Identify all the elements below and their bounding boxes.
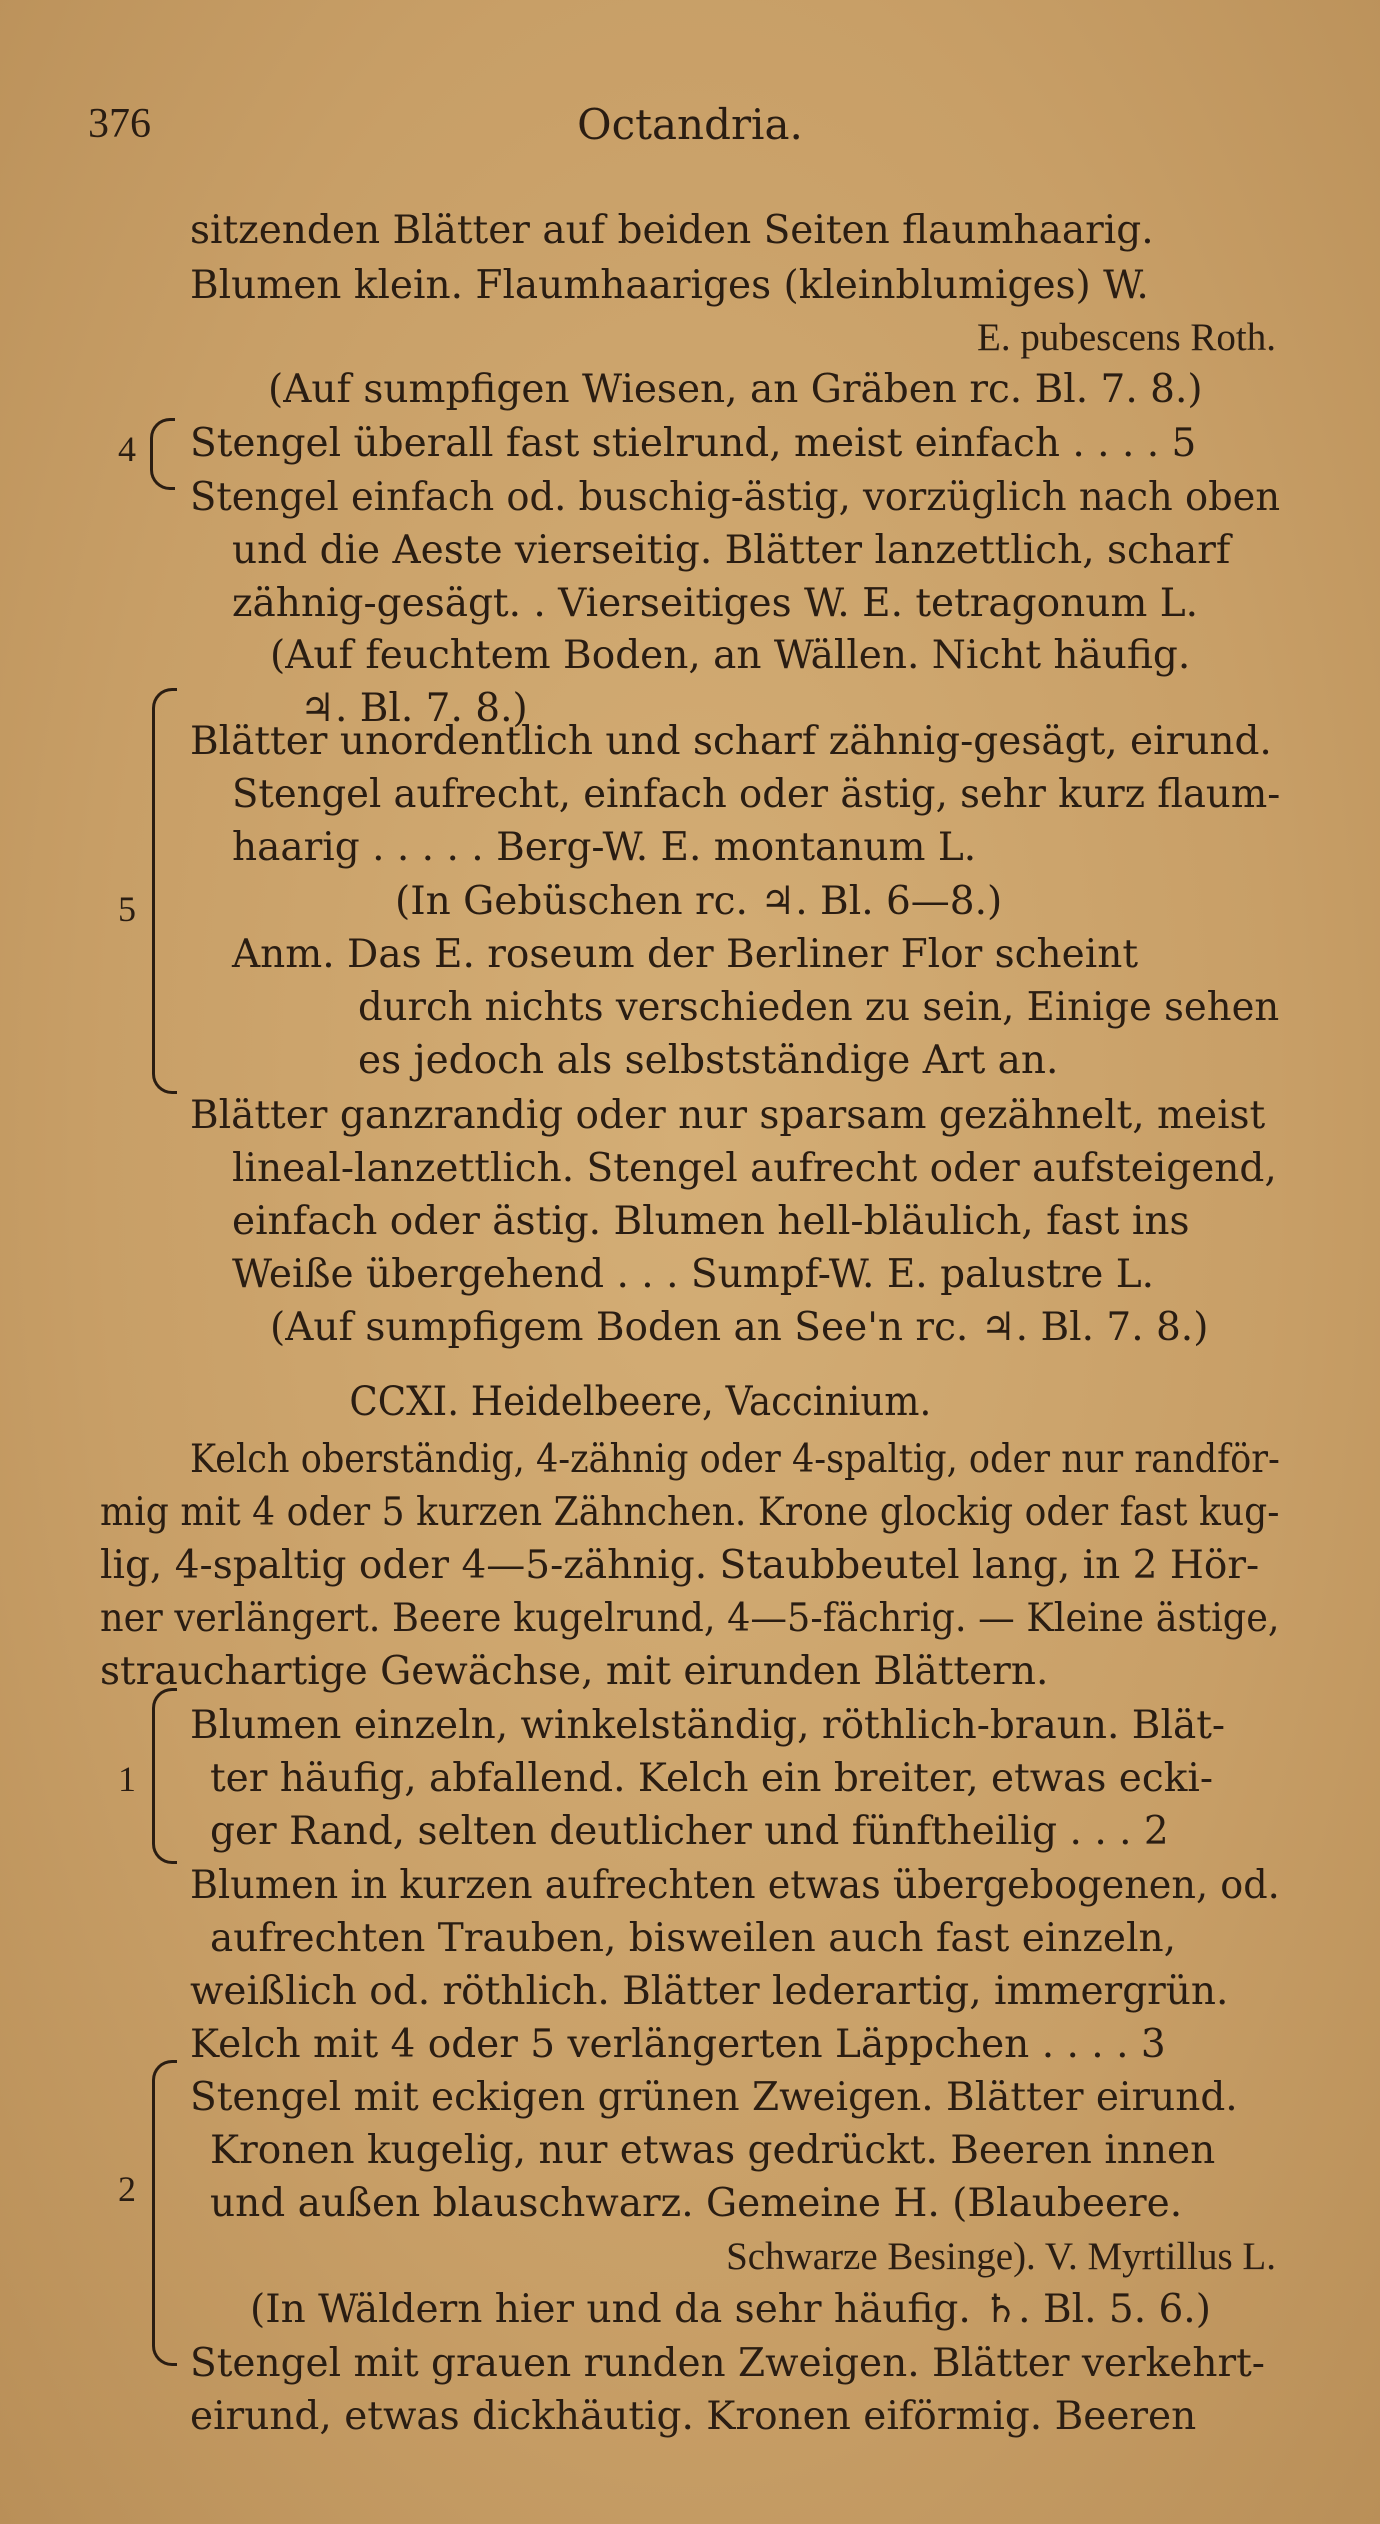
text-line: ner verlängert. Beere kugelrund, 4—5-fächrig. — Kleine ästige, xyxy=(100,1596,1280,1641)
text-line: und außen blauschwarz. Gemeine H. (Blaubeere. xyxy=(210,2181,1183,2226)
text-line: Stengel überall fast stielrund, meist einfach . . . . 5 xyxy=(190,421,1197,466)
text-line: eirund, etwas dickhäutig. Kronen eiförmig. Beeren xyxy=(190,2394,1197,2439)
text-line: (In Wäldern hier und da sehr häufig. ♄. Bl. 5. 6.) xyxy=(250,2287,1211,2332)
text-line: Blätter unordentlich und scharf zähnig-gesägt, eirund. xyxy=(190,719,1272,764)
text-line: Stengel mit eckigen grünen Zweigen. Blätter eirund. xyxy=(190,2075,1238,2120)
text-line: (Auf sumpfigen Wiesen, an Gräben rc. Bl. 7. 8.) xyxy=(268,367,1203,412)
key-number: 1 xyxy=(118,1759,136,1799)
page-number: 376 xyxy=(88,101,151,147)
text-line: ter häufig, abfallend. Kelch ein breiter, etwas ecki- xyxy=(210,1756,1213,1801)
text-line: zähnig-gesägt. . Vierseitiges W. E. tetragonum L. xyxy=(232,581,1199,626)
text-line: Weiße übergehend . . . Sumpf-W. E. palustre L. xyxy=(232,1252,1155,1297)
text-line: (Auf sumpfigem Boden an See'n rc. ♃. Bl. 7. 8.) xyxy=(270,1305,1209,1350)
key-number: 5 xyxy=(118,889,136,929)
text-line: (In Gebüschen rc. ♃. Bl. 6—8.) xyxy=(395,879,1003,924)
text-line: mig mit 4 oder 5 kurzen Zähnchen. Krone glockig oder fast kug- xyxy=(100,1490,1280,1535)
key-brace xyxy=(152,1688,177,1864)
running-title: Octandria. xyxy=(577,100,803,149)
text-line: strauchartige Gewächse, mit eirunden Blättern. xyxy=(100,1649,1049,1694)
text-line: Stengel aufrecht, einfach oder ästig, sehr kurz flaum- xyxy=(232,772,1281,817)
text-line: Blätter ganzrandig oder nur sparsam gezähnelt, meist xyxy=(190,1093,1266,1138)
running-header xyxy=(0,100,1380,160)
text-line: und die Aeste vierseitig. Blätter lanzettlich, scharf xyxy=(232,528,1231,573)
text-line: durch nichts verschieden zu sein, Einige sehen xyxy=(358,985,1280,1030)
text-line: Blumen in kurzen aufrechten etwas übergebogenen, od. xyxy=(190,1863,1280,1908)
text-line: Stengel einfach od. buschig-ästig, vorzüglich nach oben xyxy=(190,475,1281,520)
text-line: Anm. Das E. roseum der Berliner Flor scheint xyxy=(232,932,1138,977)
text-line: einfach oder ästig. Blumen hell-bläulich, fast ins xyxy=(232,1199,1190,1244)
text-line: Kelch mit 4 oder 5 verlängerten Läppchen . . . . 3 xyxy=(190,2022,1166,2067)
text-line: Stengel mit grauen runden Zweigen. Blätter verkehrt- xyxy=(190,2341,1265,2386)
text-line: Blumen klein. Flaumhaariges (kleinblumiges) W. xyxy=(190,263,1149,308)
genus-heading: CCXI. Heidelbeere, Vaccinium. xyxy=(349,1379,932,1425)
text-line: haarig . . . . . Berg-W. E. montanum L. xyxy=(232,825,977,870)
text-line: Blumen einzeln, winkelständig, röthlich-braun. Blät- xyxy=(190,1703,1226,1748)
key-brace xyxy=(150,418,175,490)
text-line: lineal-lanzettlich. Stengel aufrecht oder aufsteigend, xyxy=(232,1146,1277,1191)
text-line: Schwarze Besinge). V. Myrtillus L. xyxy=(726,2235,1276,2278)
text-line: Kronen kugelig, nur etwas gedrückt. Beeren innen xyxy=(210,2128,1216,2173)
text-line: E. pubescens Roth. xyxy=(977,316,1276,359)
text-line: Kelch oberständig, 4-zähnig oder 4-spaltig, oder nur randför- xyxy=(190,1437,1280,1482)
text-line: (Auf feuchtem Boden, an Wällen. Nicht häufig. xyxy=(270,633,1191,678)
text-line: ♃. Bl. 7. 8.) xyxy=(300,686,528,731)
key-brace xyxy=(152,688,177,1094)
text-line: lig, 4-spaltig oder 4—5-zähnig. Staubbeutel lang, in 2 Hör- xyxy=(100,1543,1260,1588)
key-brace xyxy=(152,2060,177,2366)
key-number: 4 xyxy=(118,429,136,469)
text-line: aufrechten Trauben, bisweilen auch fast einzeln, xyxy=(210,1916,1176,1961)
text-line: ger Rand, selten deutlicher und fünftheilig . . . 2 xyxy=(210,1809,1169,1854)
key-number: 2 xyxy=(118,2169,136,2209)
text-line: sitzenden Blätter auf beiden Seiten flaumhaarig. xyxy=(190,208,1154,253)
text-line: weißlich od. röthlich. Blätter lederartig, immergrün. xyxy=(190,1969,1229,2014)
text-line: es jedoch als selbstständige Art an. xyxy=(358,1038,1059,1083)
